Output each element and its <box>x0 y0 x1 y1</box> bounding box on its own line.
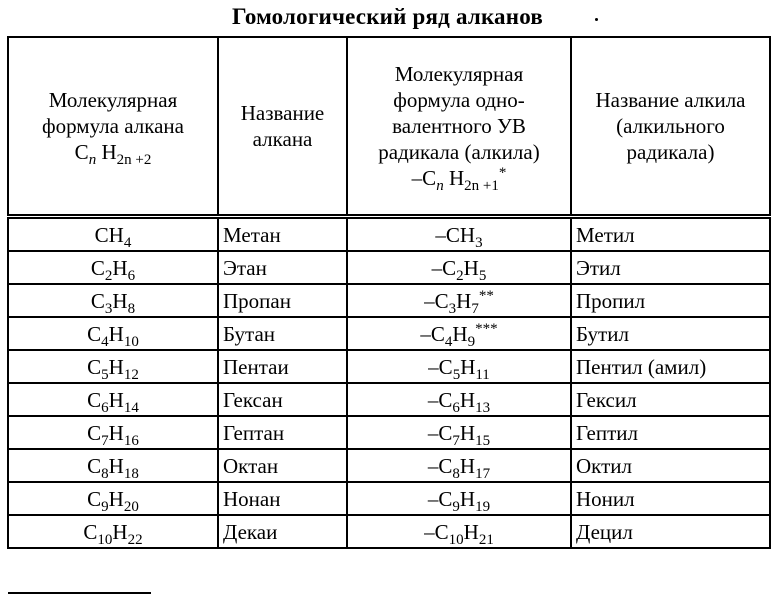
formula-sub: 9 <box>101 498 109 515</box>
title-dot <box>595 18 598 21</box>
formula-sub: 18 <box>123 465 139 482</box>
radical-formula: $-C_9H_{19}$ <box>347 482 571 515</box>
table-row <box>8 515 770 548</box>
alkyl-name: Пентил (амил) <box>571 350 770 383</box>
header-text: формула одно- <box>393 88 525 112</box>
formula-part: H <box>443 166 465 190</box>
formula-sub: 3 <box>448 300 457 317</box>
formula-sub: 21 <box>478 531 494 548</box>
alkane-name: Нонан <box>218 482 347 515</box>
alkyl-name: Этил <box>571 251 770 284</box>
formula-sub: 19 <box>475 498 491 515</box>
formula-sub: 14 <box>123 399 139 416</box>
formula-sub: 16 <box>123 432 139 449</box>
radical-general-formula <box>350 165 568 194</box>
alkane-formula: $CH_4$ <box>8 217 218 252</box>
formula-sub: 10 <box>123 333 139 350</box>
alkane-formula: $C_8H_{18}$ <box>8 449 218 482</box>
formula-sub: 6 <box>101 399 109 416</box>
alkane-name: Метан <box>218 217 347 252</box>
header-text: Название алкила <box>595 88 746 112</box>
formula-sub: 4 <box>123 234 132 251</box>
formula-sub: 4 <box>101 333 109 350</box>
header-text: алкана <box>252 127 313 151</box>
alkane-formula: $C_{10}H_{22}$ <box>8 515 218 548</box>
formula-sub: 3 <box>475 234 483 251</box>
formula-sub: 22 <box>127 531 143 548</box>
formula-sub: 9 <box>467 333 476 350</box>
formula-sub: 6 <box>452 399 460 416</box>
formula-sub: 10 <box>97 531 113 548</box>
alkane-formula: $C_7H_{16}$ <box>8 416 218 449</box>
header-text: Молекулярная <box>48 88 178 112</box>
formula-sub: 15 <box>475 432 491 449</box>
radical-formula: $-C_8H_{17}$ <box>347 449 571 482</box>
formula-sub: 9 <box>452 498 460 515</box>
formula-sub: 5 <box>452 366 461 383</box>
alkyl-name: Гептил <box>571 416 770 449</box>
alkane-name: Гептан <box>218 416 347 449</box>
header-radical-formula <box>347 37 571 217</box>
formula-sub: 8 <box>127 300 136 317</box>
alkane-formula: $C_9H_{20}$ <box>8 482 218 515</box>
page-title: Гомологический ряд алканов <box>232 4 543 29</box>
table-body <box>8 217 770 549</box>
header-text: радикала) <box>626 140 715 164</box>
formula-sub: 20 <box>123 498 139 515</box>
general-formula <box>11 139 215 168</box>
header-text: Молекулярная <box>394 62 524 86</box>
formula-sub: 5 <box>101 366 109 383</box>
alkyl-name: Метил <box>571 217 770 252</box>
alkane-name: Этан <box>218 251 347 284</box>
formula-sub: 8 <box>452 465 460 482</box>
alkane-formula: $C_4H_{10}$ <box>8 317 218 350</box>
footnote-rule <box>8 592 151 594</box>
footnote-star: * <box>498 165 507 181</box>
radical-formula: $-CH_3$ <box>347 217 571 252</box>
formula-sub: 6 <box>127 267 136 284</box>
alkyl-name: Нонил <box>571 482 770 515</box>
formula-sub: 5 <box>478 267 487 284</box>
formula-sub: 10 <box>448 531 464 548</box>
formula-sub: 13 <box>475 399 491 416</box>
table-row <box>8 251 770 284</box>
radical-formula: $-C_7H_{15}$ <box>347 416 571 449</box>
radical-formula: $-C_2H_5$ <box>347 251 571 284</box>
alkane-formula: $C_5H_{12}$ <box>8 350 218 383</box>
formula-sub: 3 <box>104 300 113 317</box>
table-row <box>8 317 770 350</box>
alkane-name: Пропан <box>218 284 347 317</box>
table-row <box>8 217 770 252</box>
header-text: валентного УВ <box>392 114 526 138</box>
formula-sub: 17 <box>475 465 491 482</box>
alkane-name: Гексан <box>218 383 347 416</box>
alkyl-name: Октил <box>571 449 770 482</box>
table-row <box>8 284 770 317</box>
alkane-name: Бутан <box>218 317 347 350</box>
alkyl-name: Гексил <box>571 383 770 416</box>
footnote-star: *** <box>475 320 498 337</box>
formula-part: n <box>88 152 97 168</box>
alkane-name: Декаи <box>218 515 347 548</box>
header-row <box>8 37 770 217</box>
formula-sub: 11 <box>475 366 490 383</box>
formula-part: C <box>74 140 89 164</box>
header-alkane-name <box>218 37 347 217</box>
table-row <box>8 482 770 515</box>
formula-part: H <box>96 140 117 164</box>
alkyl-name: Пропил <box>571 284 770 317</box>
header-molecular-formula <box>8 37 218 217</box>
formula-sub: 2 <box>456 267 464 284</box>
alkyl-name: Децил <box>571 515 770 548</box>
table-row <box>8 449 770 482</box>
formula-sub: 7 <box>471 300 479 317</box>
radical-formula: $-C_5H_{11}$ <box>347 350 571 383</box>
formula-sub: 2 <box>104 267 113 284</box>
table-row <box>8 416 770 449</box>
formula-sub: 4 <box>444 333 453 350</box>
formula-part: 2n +1 <box>464 178 499 194</box>
alkane-name: Пентаи <box>218 350 347 383</box>
formula-part: 2n +2 <box>116 152 152 168</box>
formula-sub: 7 <box>452 432 460 449</box>
header-text: (алкильного <box>616 114 725 138</box>
alkyl-name: Бутил <box>571 317 770 350</box>
formula-part: n <box>436 178 444 194</box>
header-alkyl-name <box>571 37 770 217</box>
table-row <box>8 383 770 416</box>
radical-formula: $-C_6H_{13}$ <box>347 383 571 416</box>
formula-sub: 8 <box>101 465 109 482</box>
alkanes-table <box>7 36 771 549</box>
formula-part: –C <box>411 166 437 190</box>
table-row <box>8 350 770 383</box>
header-text: Название <box>240 101 325 125</box>
formula-sub: 12 <box>123 366 139 383</box>
alkane-formula: $C_2H_6$ <box>8 251 218 284</box>
alkane-formula: $C_3H_8$ <box>8 284 218 317</box>
formula-sub: 7 <box>101 432 109 449</box>
alkane-name: Октан <box>218 449 347 482</box>
alkane-formula: $C_6H_{14}$ <box>8 383 218 416</box>
header-text: формула алкана <box>42 114 184 138</box>
radical-formula: $-C_4H_9^{***}$ <box>347 317 571 350</box>
footnote-star: ** <box>478 287 494 304</box>
radical-formula: $-C_{10}H_{21}$ <box>347 515 571 548</box>
radical-formula: $-C_3H_7^{**}$ <box>347 284 571 317</box>
header-text: радикала (алкила) <box>378 140 540 164</box>
